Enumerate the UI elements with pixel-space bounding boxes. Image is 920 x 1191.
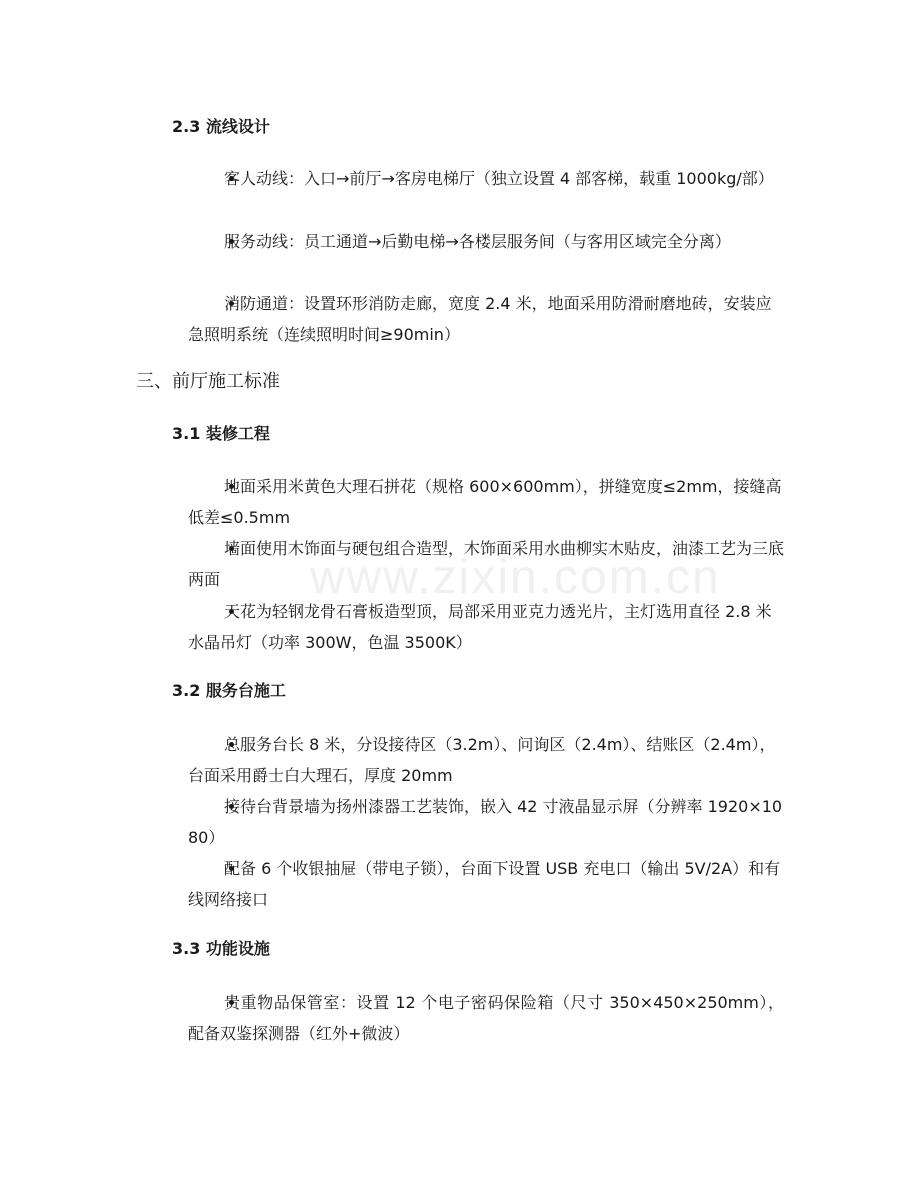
list-item: 天花为轻钢龙骨石膏板造型顶，局部采用亚克力透光片，主灯选用直径 2.8 米水晶吊灯（功率 300W，色温 3500K） [188,602,772,652]
chapter-heading-3: 三、前厅施工标准 [136,371,280,392]
list-item: 总服务台长 8 米，分设接待区（3.2m）、问询区（2.4m）、结账区（2.4m），台面采用爵士白大理石，厚度 20mm [188,735,776,785]
watermark: www.zixin.com.cn [310,551,721,604]
list-item: 服务动线：员工通道→后勤电梯→各楼层服务间（与客用区域完全分离） [224,232,731,251]
section-heading-2-3: 2.3 流线设计 [172,117,270,136]
list-item: 消防通道：设置环形消防走廊，宽度 2.4 米，地面采用防滑耐磨地砖，安装应急照明系统（连续照明时间≥90min） [188,294,772,344]
list-item: 配备 6 个收银抽屉（带电子锁），台面下设置 USB 充电口（输出 5V/2A）和有线网络接口 [188,859,781,909]
list-item: 墙面使用木饰面与硬包组合造型，木饰面采用水曲柳实木贴皮，油漆工艺为三底两面 [188,539,785,589]
list-item: 地面采用米黄色大理石拼花（规格 600×600mm），拼缝宽度≤2mm，接缝高低差≤0.5mm [188,477,782,527]
section-heading-3-2: 3.2 服务台施工 [172,681,286,700]
list-item: 贵重物品保管室：设置 12 个电子密码保险箱（尺寸 350×450×250mm），配备双鉴探测器（红外+微波） [188,993,784,1043]
list-item: 接待台背景墙为扬州漆器工艺装饰，嵌入 42 寸液晶显示屏（分辨率 1920×1080） [188,797,783,847]
section-heading-3-3: 3.3 功能设施 [172,939,270,958]
list-item: 客人动线：入口→前厅→客房电梯厅（独立设置 4 部客梯，载重 1000kg/部） [224,169,774,188]
section-heading-3-1: 3.1 装修工程 [172,424,270,443]
